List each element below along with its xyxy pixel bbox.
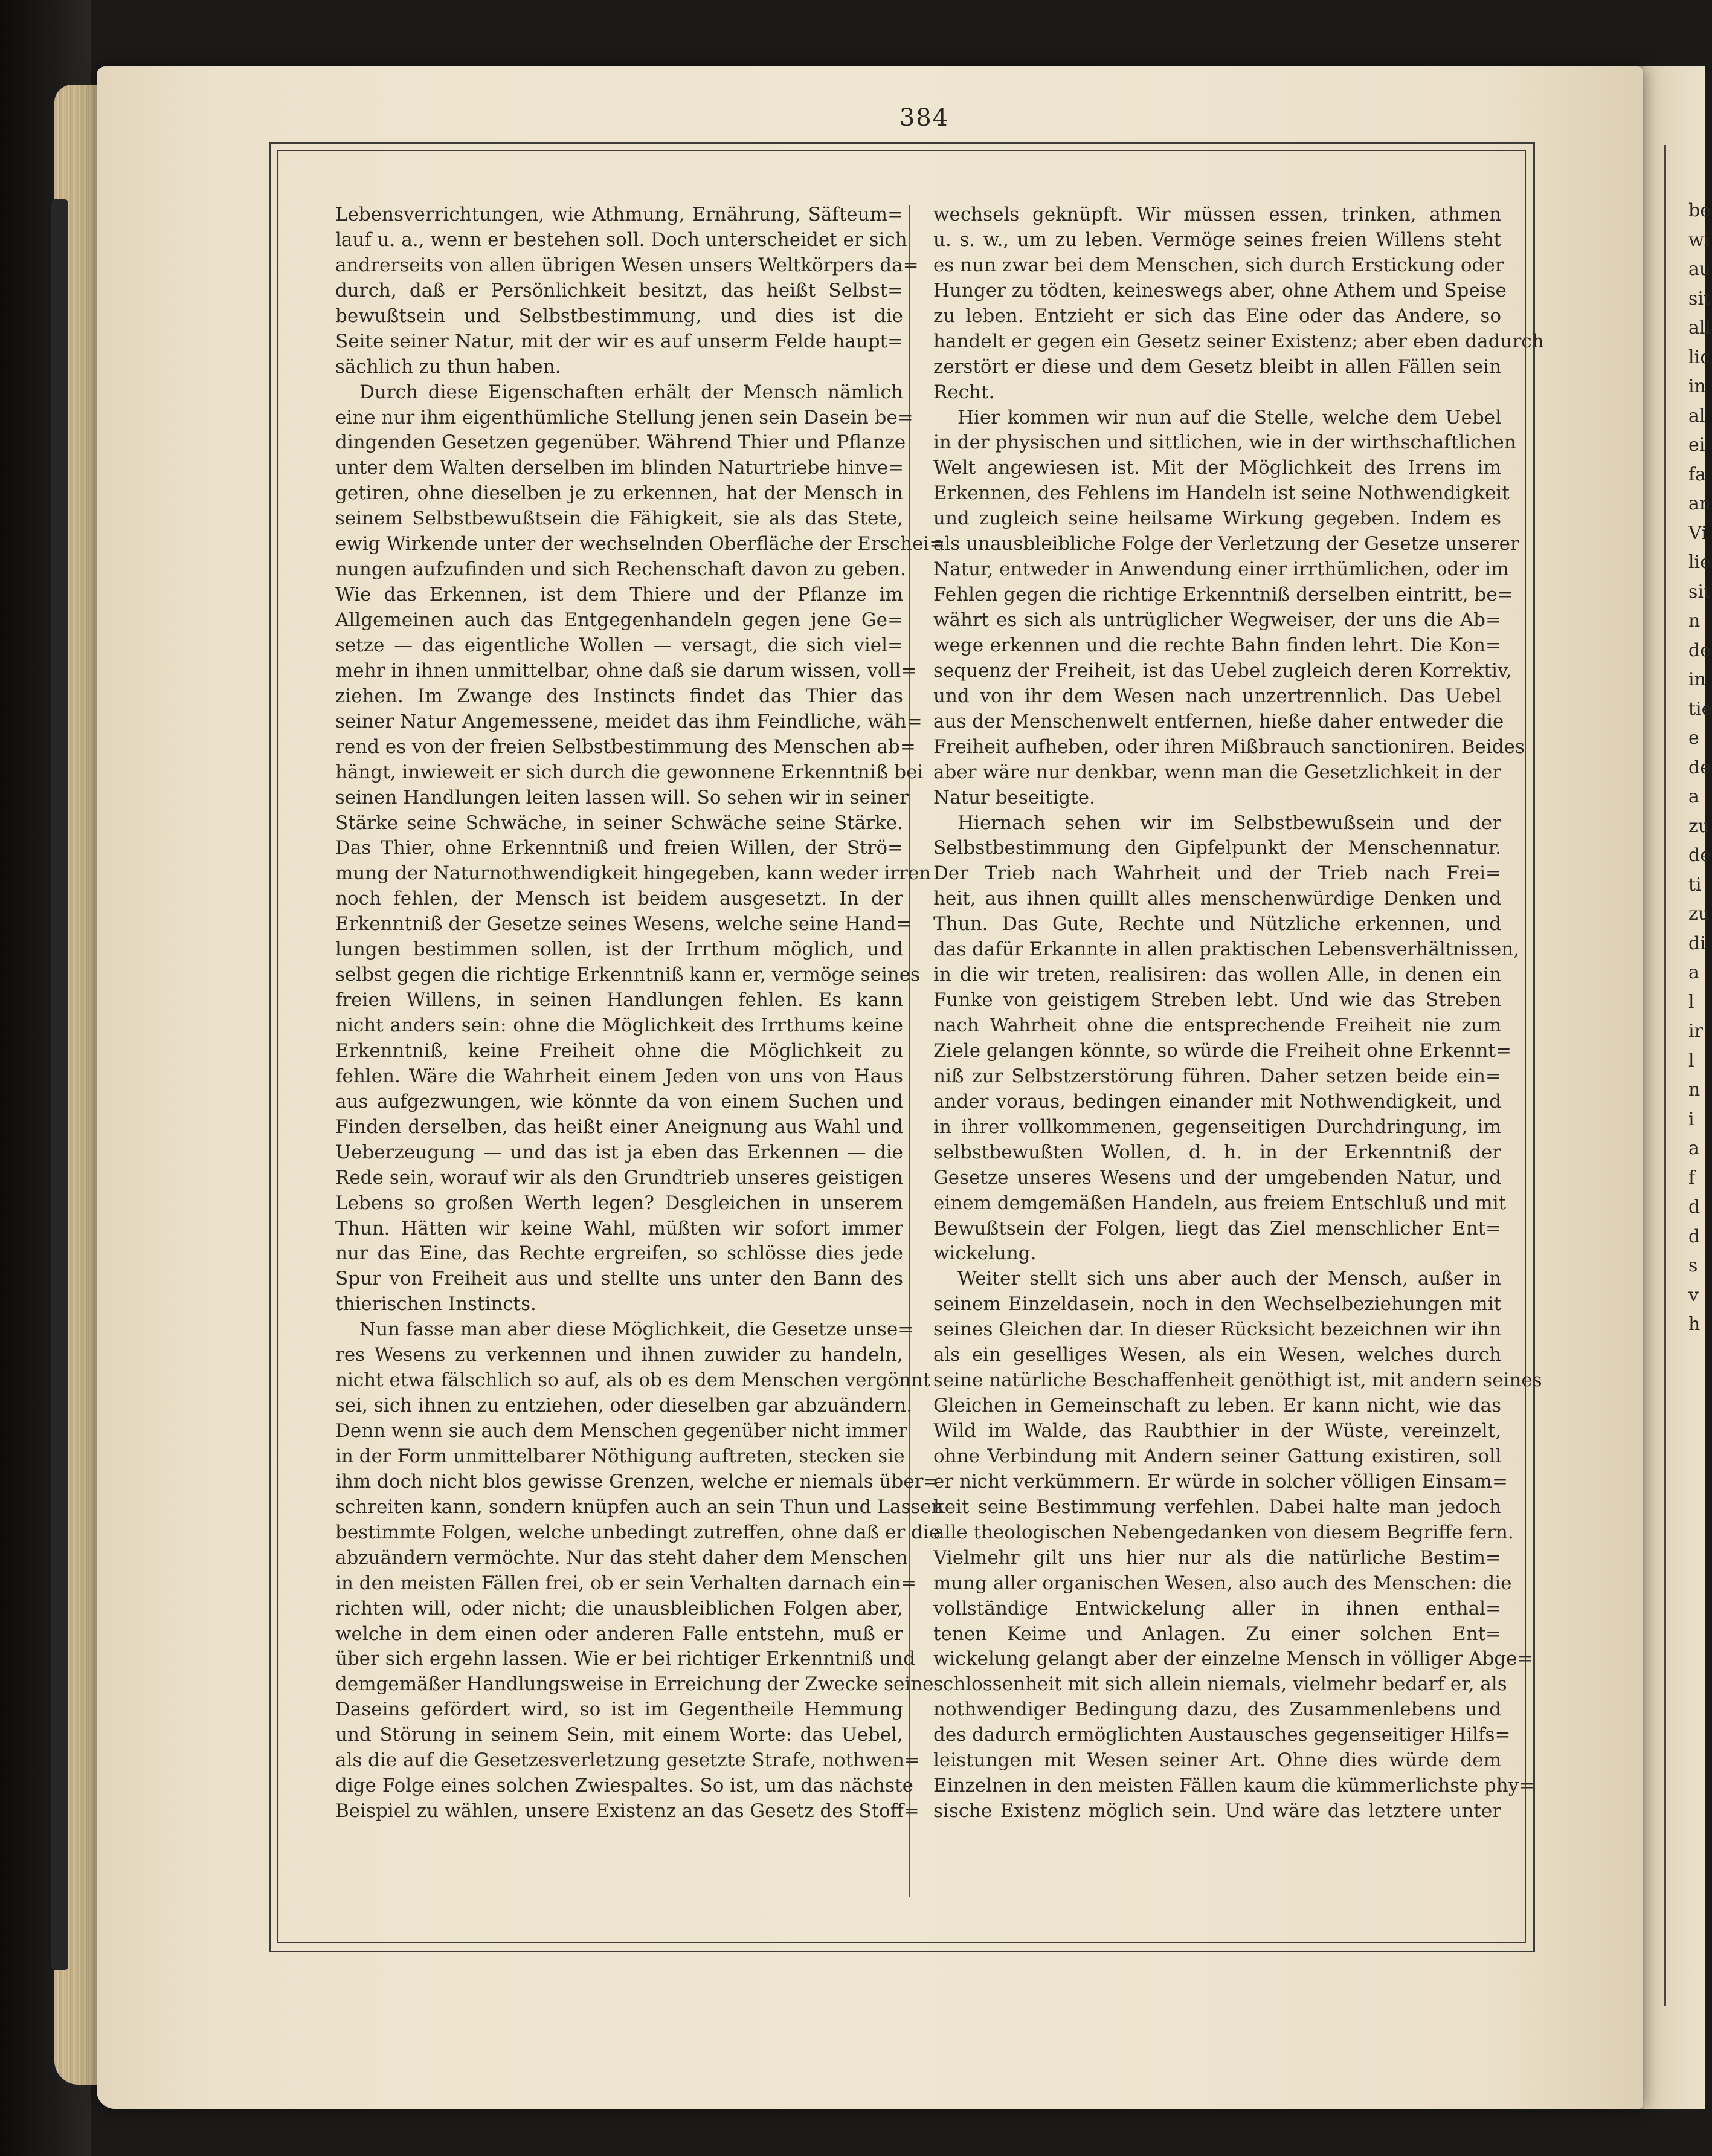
text-line: ewig Wirkende unter der wechselnden Oberfläche der Erschei= — [335, 533, 945, 555]
text-line: ziehen. Im Zwange des Instincts findet das Thier das — [335, 685, 903, 707]
next-page-text-fragment: fa — [1688, 463, 1706, 485]
text-line: ander voraus, bedingen einander mit Nothwendigkeit, und — [933, 1090, 1501, 1112]
next-page-text-fragment: au — [1688, 259, 1711, 280]
next-page-text-fragment: v — [1688, 1284, 1699, 1306]
next-page-text-fragment: a — [1688, 1138, 1699, 1159]
next-page-text-fragment: sit — [1688, 288, 1711, 309]
text-line: seinen Handlungen leiten lassen will. So sehen wir in seiner — [335, 786, 909, 808]
next-page-text-fragment: h — [1688, 1314, 1701, 1335]
text-line: Hier kommen wir nun auf die Stelle, welche dem Uebel — [957, 406, 1501, 428]
text-line: getiren, ohne dieselben je zu erkennen, hat der Mensch in — [335, 482, 903, 505]
text-line: wickelung. — [933, 1242, 1037, 1265]
spine-binding — [51, 199, 68, 1970]
next-page-text-fragment: i — [1688, 1108, 1694, 1130]
text-line: hängt, inwieweit er sich durch die gewonnene Erkenntniß bei — [335, 761, 924, 783]
text-line: seiner Natur Angemessene, meidet das ihm Feindliche, wäh= — [335, 710, 922, 732]
text-line: wege erkennen und die rechte Bahn finden lehrt. Die Kon= — [933, 634, 1501, 656]
next-page-text-fragment: zu — [1688, 815, 1710, 837]
text-line: tenen Keime und Anlagen. Zu einer solchen Ent= — [933, 1622, 1501, 1645]
text-line: als die auf die Gesetzesverletzung gesetzte Strafe, nothwen= — [335, 1749, 920, 1772]
text-line: nur das Eine, das Rechte ergreifen, so schlösse dies jede — [335, 1242, 903, 1265]
text-line: Thun. Hätten wir keine Wahl, müßten wir sofort immer — [335, 1217, 903, 1239]
next-page-text-fragment: wi — [1688, 229, 1710, 251]
text-line: Natur beseitigte. — [933, 786, 1095, 808]
next-page-text-fragment: d — [1688, 1196, 1701, 1218]
text-line: nungen aufzufinden und sich Rechenschaft davon zu geben. — [335, 558, 906, 581]
text-line: Natur, entweder in Anwendung einer irrthümlichen, oder im — [933, 558, 1509, 581]
next-page-fragments — [1688, 196, 1712, 1344]
text-line: Rede sein, worauf wir als den Grundtrieb unseres geistigen — [335, 1166, 903, 1189]
text-line: des dadurch ermöglichten Austausches gegenseitiger Hilfs= — [933, 1724, 1511, 1746]
text-line: es nun zwar bei dem Menschen, sich durch Erstickung oder — [933, 254, 1504, 276]
text-line: Durch diese Eigenschaften erhält der Mensch nämlich — [359, 381, 903, 403]
text-line: Recht. — [933, 381, 995, 403]
text-line: Der Trieb nach Wahrheit und der Trieb nach Frei= — [933, 862, 1501, 885]
text-line: nicht etwa fälschlich so auf, als ob es dem Menschen vergönnt — [335, 1369, 931, 1392]
next-page-text-fragment: a — [1688, 962, 1699, 983]
text-line: er nicht verkümmern. Er würde in solcher völligen Einsam= — [933, 1470, 1508, 1493]
text-line: Bewußtsein der Folgen, liegt das Ziel menschlicher Ent= — [933, 1217, 1501, 1239]
text-line: Nun fasse man aber diese Möglichkeit, die Gesetze unse= — [359, 1318, 914, 1341]
text-line: selbstbewußten Wollen, d. h. in der Erkenntniß der — [933, 1141, 1501, 1163]
text-line: dingenden Gesetzen gegenüber. Während Thier und Pflanze — [335, 431, 906, 454]
text-line: Finden derselben, das heißt einer Aneignung aus Wahl und — [335, 1115, 903, 1138]
text-line: sische Existenz möglich sein. Und wäre das letztere unter — [933, 1800, 1501, 1822]
text-line: Allgemeinen auch das Entgegenhandeln gegen jene Ge= — [335, 609, 903, 631]
text-line: Einzelnen in den meisten Fällen kaum die kümmerlichste phy= — [933, 1775, 1535, 1797]
text-line: Beispiel zu wählen, unsere Existenz an das Gesetz des Stoff= — [335, 1800, 919, 1822]
next-page-text-fragment: s — [1688, 1255, 1698, 1276]
text-line: einem demgemäßen Handeln, aus freiem Entschluß und mit — [933, 1192, 1507, 1214]
text-line: niß zur Selbstzerstörung führen. Daher setzen beide ein= — [933, 1065, 1501, 1087]
text-line: aus der Menschenwelt entfernen, hieße daher entweder die — [933, 710, 1504, 732]
text-line: über sich ergehn lassen. Wie er bei richtiger Erkenntniß und — [335, 1648, 916, 1670]
text-line: in der Form unmittelbarer Nöthigung auftreten, stecken sie — [335, 1445, 905, 1467]
text-line: seinem Selbstbewußtsein die Fähigkeit, sie als das Stete, — [335, 508, 903, 530]
next-page-text-fragment: lic — [1688, 346, 1710, 368]
text-column-left — [335, 202, 945, 1824]
text-column-right — [933, 202, 1544, 1824]
text-line: res Wesens zu verkennen und ihnen zuwider zu handeln, — [335, 1344, 903, 1366]
next-page-text-fragment: an — [1688, 493, 1711, 514]
text-line: Hiernach sehen wir im Selbstbewußsein und der — [957, 812, 1501, 834]
text-line: thierischen Instincts. — [335, 1293, 536, 1315]
text-line: bewußtsein und Selbstbestimmung, und dies ist die — [335, 305, 903, 327]
text-line: wickelung gelangt aber der einzelne Mensch in völliger Abge= — [933, 1648, 1533, 1670]
text-line: Seite seiner Natur, mit der wir es auf unserm Felde haupt= — [335, 330, 903, 352]
page-number: 384 — [899, 104, 950, 132]
text-line: Selbstbestimmung den Gipfelpunkt der Menschennatur. — [933, 837, 1501, 859]
text-line: und von ihr dem Wesen nach unzertrennlich. Das Uebel — [933, 685, 1501, 707]
text-line: aber wäre nur denkbar, wenn man die Gesetzlichkeit in der — [933, 761, 1501, 783]
text-line: setze — das eigentliche Wollen — versagt, die sich viel= — [335, 634, 903, 656]
text-line: heit, aus ihnen quillt alles menschenwürdige Denken und — [933, 888, 1501, 910]
text-line: in der physischen und sittlichen, wie in der wirthschaftlichen — [933, 431, 1516, 454]
column-divider — [909, 205, 910, 1897]
text-line: Wild im Walde, das Raubthier in der Wüste, vereinzelt, — [933, 1420, 1501, 1442]
text-line: schreiten kann, sondern knüpfen auch an sein Thun und Lassen — [335, 1496, 944, 1518]
text-line: in den meisten Fällen frei, ob er sein Verhalten darnach ein= — [335, 1572, 917, 1594]
text-line: lauf u. a., wenn er bestehen soll. Doch unterscheidet er sich — [335, 228, 907, 251]
next-page-text-fragment: Vi — [1688, 522, 1707, 544]
text-line: in die wir treten, realisiren: das wollen Alle, in denen ein — [933, 964, 1501, 986]
text-line: Stärke seine Schwäche, in seiner Schwäche seine Stärke. — [335, 812, 903, 834]
text-line: Das Thier, ohne Erkenntniß und freien Willen, der Strö= — [335, 837, 903, 859]
text-line: Ziele gelangen könnte, so würde die Freiheit ohne Erkennt= — [933, 1039, 1511, 1062]
text-line: Lebensverrichtungen, wie Athmung, Ernährung, Säfteum= — [335, 204, 903, 225]
next-page-text-fragment: de — [1688, 757, 1711, 778]
next-page-text-fragment: f — [1688, 1167, 1696, 1189]
next-page-text-fragment: zu — [1688, 903, 1710, 925]
text-line: andrerseits von allen übrigen Wesen unsers Weltkörpers da= — [335, 254, 919, 276]
text-line: Ueberzeugung — und das ist ja eben das Erkennen — die — [335, 1141, 903, 1163]
text-line: abzuändern vermöchte. Nur das steht daher dem Menschen — [335, 1546, 908, 1569]
text-line: aus aufgezwungen, wie könnte da von einem Suchen und — [335, 1090, 903, 1112]
text-line: rend es von der freien Selbstbestimmung des Menschen ab= — [335, 735, 916, 758]
text-line: welche in dem einen oder anderen Falle entstehn, muß er — [335, 1622, 903, 1645]
text-line: seines Gleichen dar. In dieser Rücksicht bezeichnen wir ihn — [933, 1318, 1501, 1341]
text-line: seine natürliche Beschaffenheit genöthigt ist, mit andern seines — [933, 1369, 1542, 1392]
text-line: demgemäßer Handlungsweise in Erreichung der Zwecke seines — [335, 1673, 944, 1696]
text-line: lungen bestimmen sollen, ist der Irrthum möglich, und — [335, 938, 903, 961]
text-line: freien Willens, in seinen Handlungen fehlen. Es kann — [335, 989, 903, 1012]
text-line: in ihrer vollkommenen, gegenseitigen Durchdringung, im — [933, 1115, 1501, 1138]
text-line: nicht anders sein: ohne die Möglichkeit des Irrthums keine — [335, 1015, 903, 1036]
text-line: noch fehlen, der Mensch ist beidem ausgesetzt. In der — [335, 888, 903, 910]
text-line: vollständige Entwickelung aller in ihnen enthal= — [933, 1597, 1501, 1619]
text-line: Lebens so großen Werth legen? Desgleichen in unserem — [335, 1192, 903, 1214]
text-line: Hunger zu tödten, keineswegs aber, ohne Athem und Speise — [933, 279, 1507, 302]
text-line: ohne Verbindung mit Andern seiner Gattung existiren, soll — [933, 1445, 1501, 1467]
text-line: zu leben. Entzieht er sich das Eine oder das Andere, so — [933, 305, 1501, 327]
text-line: nach Wahrheit ohne die entsprechende Freiheit nie zum — [933, 1015, 1501, 1036]
next-page-text-fragment: in — [1688, 669, 1706, 690]
text-line: mung der Naturnothwendigkeit hingegeben, kann weder irren — [335, 862, 932, 885]
next-page-text-fragment: sit — [1688, 581, 1711, 602]
text-line: schlossenheit mit sich allein niemals, vielmehr bedarf er, als — [933, 1673, 1507, 1696]
text-line: zerstört er diese und dem Gesetz bleibt in allen Fällen sein — [933, 355, 1501, 378]
next-page-text-fragment: e — [1688, 728, 1699, 749]
text-line: ihm doch nicht blos gewisse Grenzen, welche er niemals über= — [335, 1470, 939, 1493]
text-line: unter dem Walten derselben im blinden Naturtriebe hinve= — [335, 457, 904, 479]
text-line: Daseins gefördert wird, so ist im Gegentheile Hemmung — [335, 1699, 903, 1721]
text-line: Freiheit aufheben, oder ihren Mißbrauch sanctioniren. Beides — [933, 735, 1525, 758]
next-page-text-fragment: di — [1688, 932, 1706, 954]
next-page-text-fragment: be — [1688, 200, 1711, 221]
next-page-text-fragment: de — [1688, 845, 1711, 866]
text-line: sequenz der Freiheit, ist das Uebel zugleich deren Korrektiv, — [933, 659, 1512, 682]
text-line: mung aller organischen Wesen, also auch des Menschen: die — [933, 1572, 1512, 1594]
text-line: keit seine Bestimmung verfehlen. Dabei halte man jedoch — [933, 1496, 1501, 1518]
text-line: Erkennen, des Fehlens im Handeln ist seine Nothwendigkeit — [933, 482, 1510, 505]
text-line: und zugleich seine heilsame Wirkung gegeben. Indem es — [933, 508, 1501, 530]
text-line: Erkenntniß der Gesetze seines Wesens, welche seine Hand= — [335, 913, 912, 935]
text-line: Thun. Das Gute, Rechte und Nützliche erkennen, und — [933, 913, 1501, 935]
next-page-text-fragment: l — [1688, 991, 1694, 1013]
next-page-text-fragment: de — [1688, 639, 1711, 661]
next-page-text-fragment: d — [1688, 1225, 1701, 1247]
text-line: sei, sich ihnen zu entziehen, oder dieselben gar abzuändern. — [335, 1395, 913, 1417]
text-line: Spur von Freiheit aus und stellte uns unter den Bann des — [335, 1268, 903, 1290]
text-line: durch, daß er Persönlichkeit besitzt, das heißt Selbst= — [335, 279, 903, 302]
text-line: Funke von geistigem Streben lebt. Und wie das Streben — [933, 989, 1501, 1012]
next-page-text-fragment: all — [1688, 317, 1711, 338]
text-line: dige Folge eines solchen Zwiespaltes. So ist, um das nächste — [335, 1775, 913, 1797]
next-page-text-fragment: tie — [1688, 698, 1712, 720]
text-line: Gesetze unseres Wesens und der umgebenden Natur, und — [933, 1166, 1501, 1189]
text-line: mehr in ihnen unmittelbar, ohne daß sie darum wissen, voll= — [335, 659, 917, 682]
text-line: alle theologischen Nebengedanken von diesem Begriffe fern. — [933, 1521, 1514, 1543]
text-line: Wie das Erkennen, ist dem Thiere und der Pflanze im — [335, 584, 903, 606]
next-page-text-fragment: ti — [1688, 874, 1702, 896]
text-line: bestimmte Folgen, welche unbedingt zutreffen, ohne daß er die — [335, 1521, 941, 1543]
text-line: handelt er gegen ein Gesetz seiner Existenz; aber eben dadurch — [933, 330, 1544, 352]
text-line: Fehlen gegen die richtige Erkenntniß derselben eintritt, be= — [933, 584, 1513, 606]
text-line: leistungen mit Wesen seiner Art. Ohne dies würde dem — [933, 1749, 1501, 1772]
next-page-text-fragment: ir — [1688, 1021, 1703, 1042]
text-line: und Störung in seinem Sein, mit einem Worte: das Uebel, — [335, 1724, 903, 1746]
text-line: Denn wenn sie auch dem Menschen gegenüber nicht immer — [335, 1420, 907, 1442]
text-line: Welt angewiesen ist. Mit der Möglichkeit des Irrens im — [933, 457, 1501, 479]
text-line: seinem Einzeldasein, noch in den Wechselbeziehungen mit — [933, 1293, 1501, 1315]
text-line: als unausbleibliche Folge der Verletzung der Gesetze unserer — [933, 533, 1519, 555]
text-line: Vielmehr gilt uns hier nur als die natürliche Bestim= — [933, 1546, 1501, 1569]
next-page-text-fragment: n — [1688, 610, 1701, 631]
next-page-text-fragment: ei — [1688, 434, 1705, 456]
text-line: währt es sich als untrüglicher Wegweiser, der uns die Ab= — [933, 609, 1501, 631]
next-page-text-fragment: in — [1688, 376, 1706, 397]
text-line: nothwendiger Bedingung dazu, des Zusammenlebens und — [933, 1699, 1501, 1721]
text-line: richten will, oder nicht; die unausbleiblichen Folgen aber, — [335, 1597, 903, 1619]
text-line: Weiter stellt sich uns aber auch der Mensch, außer in — [957, 1268, 1501, 1290]
text-line: als ein geselliges Wesen, als ein Wesen, welches durch — [933, 1344, 1501, 1366]
text-line: wechsels geknüpft. Wir müssen essen, trinken, athmen — [933, 204, 1501, 225]
next-page-text-fragment: lie — [1688, 552, 1711, 573]
text-line: sächlich zu thun haben. — [335, 355, 561, 378]
text-line: fehlen. Wäre die Wahrheit einem Jeden von uns von Haus — [335, 1065, 903, 1087]
next-page-text-fragment: a — [1688, 786, 1699, 807]
next-page-text-fragment: l — [1688, 1050, 1694, 1071]
text-line: selbst gegen die richtige Erkenntniß kann er, vermöge seines — [335, 964, 920, 986]
text-line: Gleichen in Gemeinschaft zu leben. Er kann nicht, wie das — [933, 1395, 1501, 1417]
text-line: eine nur ihm eigenthümliche Stellung jenen sein Dasein be= — [335, 406, 913, 428]
next-page-text-fragment: n — [1688, 1079, 1701, 1100]
next-page-text-fragment: al — [1688, 405, 1705, 427]
text-line: u. s. w., um zu leben. Vermöge seines freien Willens steht — [933, 228, 1501, 251]
text-line: Erkenntniß, keine Freiheit ohne die Möglichkeit zu — [335, 1039, 903, 1062]
text-line: das dafür Erkannte in allen praktischen Lebensverhältnissen, — [933, 938, 1520, 961]
